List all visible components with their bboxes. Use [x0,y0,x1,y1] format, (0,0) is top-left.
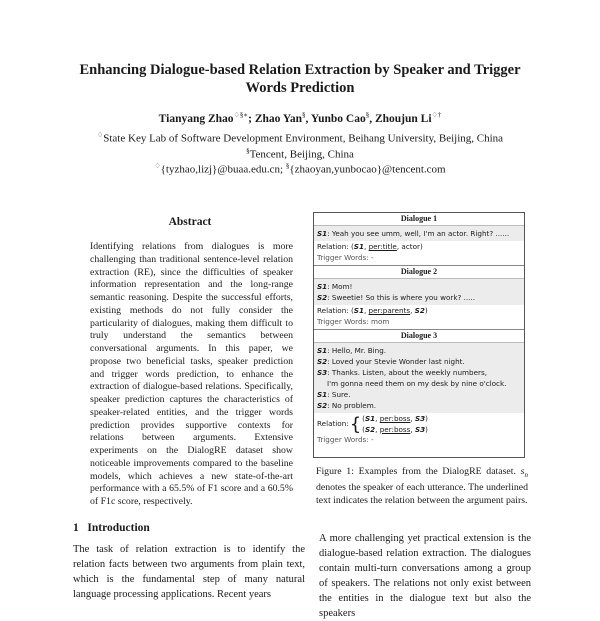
author-1: Tianyang Zhao [158,112,234,125]
dialogue-3 [314,330,524,448]
author-2: Zhao Yan [254,112,303,125]
figure-dialogue-examples [313,212,525,458]
introduction-text: The task of relation extraction is to identify the relation facts between two arguments from plain text, which is the fundamental step of many natural language processing applications. Recent years [73,544,305,600]
paper-title: Enhancing Dialogue-based Relation Extraction by Speaker and Trigger Words Prediction [79,62,521,96]
right-column-text: A more challenging yet practical extension is the dialogue-based relation extraction. The dialogues contain multi-turn conversations among a group of speakers. The relations not only exist between the entities in the dialogue text but also the speakers [319,533,531,619]
dialogue-2 [314,266,524,330]
section-heading-introduction: 1 Introduction [73,522,150,534]
abstract-heading: Abstract [168,216,212,228]
author-3: Yunbo Cao [310,112,366,125]
dialogue-1-relation: Relation: (S1, per:title, actor) Trigger Words: - [317,242,423,262]
dialogue-2-utterances: S1: Mom! S2: Sweetie! So this is where you work? ..... [314,279,524,305]
affiliation-2: §Tencent, Beijing, China [246,147,354,161]
left-brace-icon: { [349,413,362,435]
figure-caption: Figure 1: Examples from the DialogRE dataset. $s_n$ denotes the speaker of each utterance. The underlined text indicates the relation between the argument pairs. [316,466,528,506]
abstract-text: Identifying relations from dialogues is more challenging than traditional sentence-level relation extraction (RE), since the difficulties of speaker information representation and the long-range semantic reasoning. Despite the successful efforts, existing methods do not fully consider the particularity of dialogues, making them difficult to truly understand the semantics between conversational arguments. In this paper, we propose two beneficial tasks, speaker prediction and trigger words prediction, to enhance the extraction of dialogue-based relations. Specifically, speaker prediction captures the characteristics of speaker-related entities, and the trigger words prediction provides supportive contexts for relations between arguments. Extensive experiments on the DialogRE dataset show noticeable improvements compared to the baseline models, which achieves a new state-of-the-art performance with a 65.5% of F1 score and a 60.5% of F1c score, respectively. [90,241,293,507]
author-emails: ♢{tyzhao,lizj}@buaa.edu.cn; §{zhaoyan,yunbocao}@tencent.com [154,162,446,176]
dialogue-3-utterances: S1: Hello, Mr. Bing. S2: Loved your Stevie Wonder last night. S3: Thanks. Listen, about the weekly numbers, I'm gonna need them on my desk by nine o'clock. S1: Sure. S2: No problem. [314,343,524,413]
dialogue-2-relation: Relation: (S1, per:parents, S2) Trigger Words: mom [317,306,428,326]
dialogue-3-relation: Relation: { (S1, per:boss, S3) (S2, per:boss, S3) Trigger Words: - [317,413,428,444]
author-list: Tianyang Zhao♢§∗; Zhao Yan§, Yunbo Cao§, Zhoujun Li♢† [158,111,442,125]
affiliation-1: ♢State Key Lab of Software Development Environment, Beihang University, Beijing, China [96,131,504,145]
dialogue-1 [314,213,524,266]
dialogue-3-heading: Dialogue 3 [314,330,524,343]
dialogue-2-heading: Dialogue 2 [314,266,524,279]
dialogue-1-heading: Dialogue 1 [314,213,524,226]
dialogue-1-utterances: S1: Yeah you see umm, well, I'm an actor. Right? ...... [314,226,524,241]
author-4: Zhoujun Li [374,112,432,125]
